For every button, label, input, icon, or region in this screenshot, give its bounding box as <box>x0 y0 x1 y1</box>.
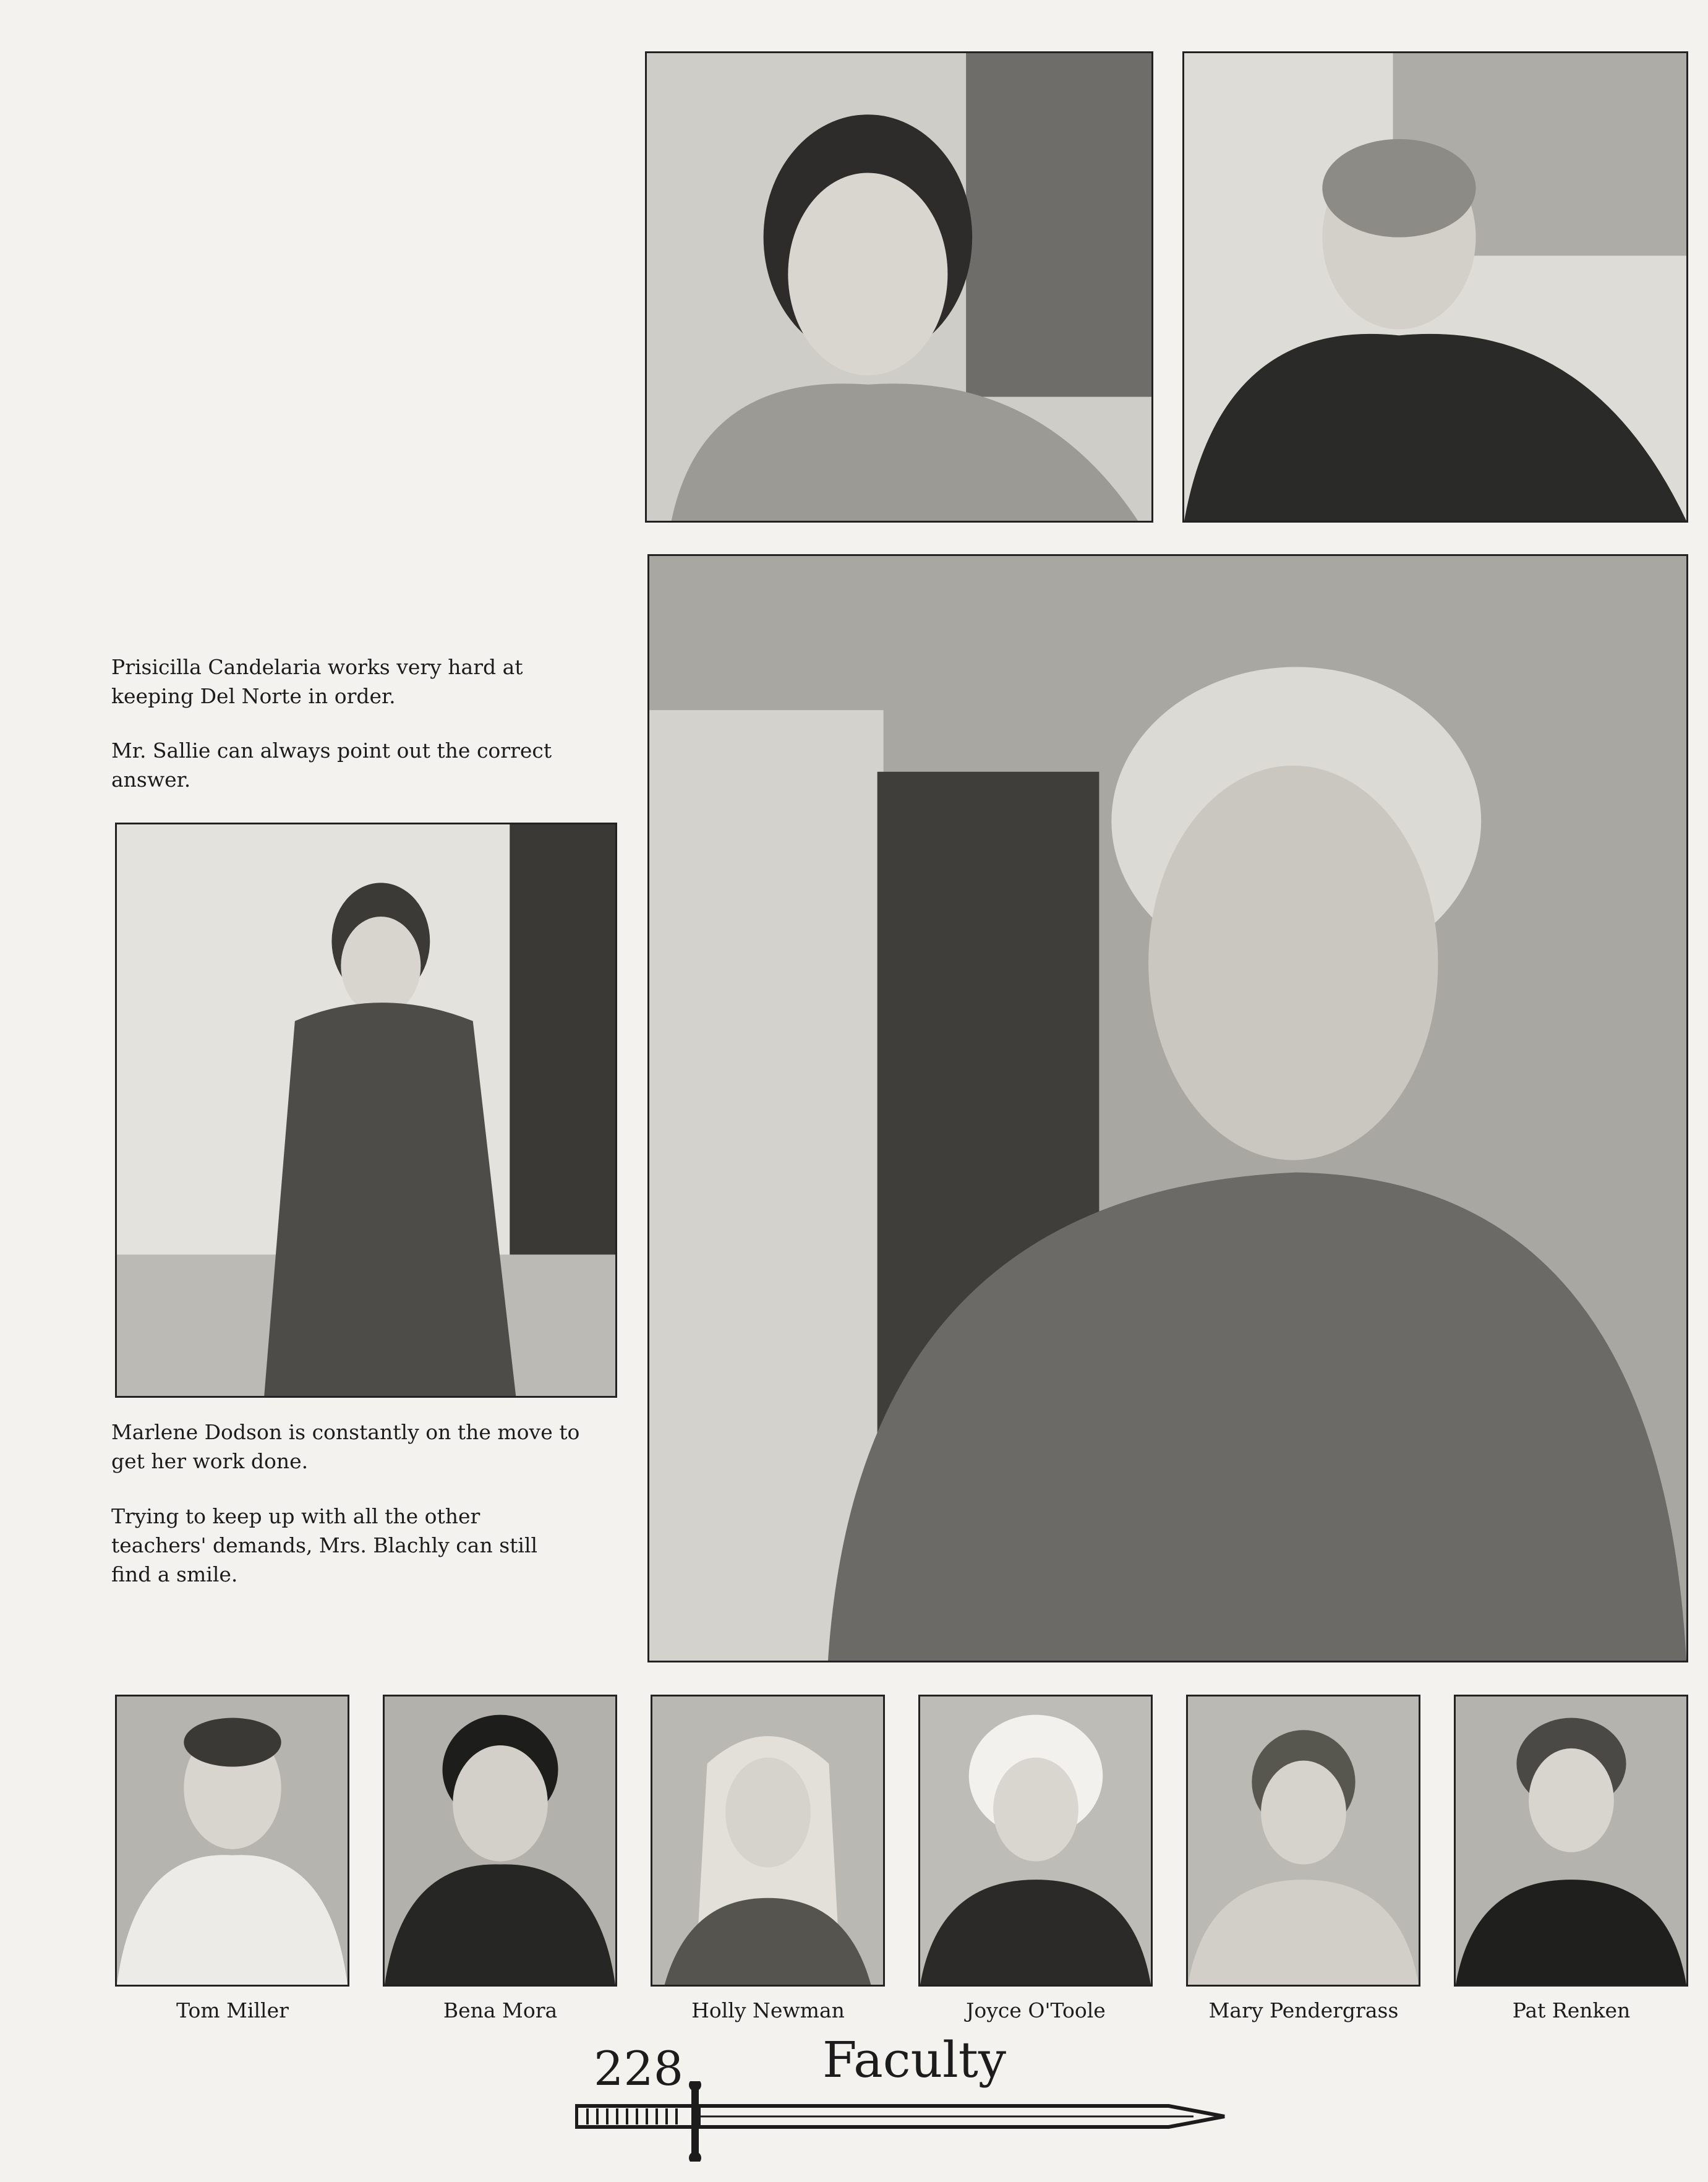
portrait-name: Mary Pendergrass <box>1208 1998 1399 2022</box>
person-silhouette <box>649 556 1686 1661</box>
portrait-holly-newman <box>651 1695 885 1987</box>
caption-sallie: Mr. Sallie can always point out the correct answer. <box>111 738 552 792</box>
sword-icon <box>575 2081 1231 2162</box>
page-number: 228 <box>594 2041 684 2096</box>
person-silhouette <box>652 1696 883 1985</box>
person-silhouette <box>1184 53 1686 521</box>
photo-mrs-blachly <box>647 554 1688 1662</box>
person-silhouette <box>647 53 1151 521</box>
caption-candelaria: Prisicilla Candelaria works very hard at keeping Del Norte in order. <box>111 655 523 708</box>
photo-mr-sallie <box>1182 51 1688 523</box>
person-silhouette <box>920 1696 1151 1985</box>
caption-blachly: Trying to keep up with all the other teachers' demands, Mrs. Blachly can still find a smile. <box>111 1504 538 1586</box>
photo-marlene-dodson <box>115 823 617 1398</box>
portrait-name: Bena Mora <box>443 1998 558 2022</box>
portrait-joyce-otoole <box>918 1695 1153 1987</box>
portrait-pat-renken <box>1454 1695 1688 1987</box>
photo-prisicilla-candelaria <box>645 51 1153 523</box>
portrait-tom-miller <box>115 1695 349 1987</box>
portrait-name: Tom Miller <box>176 1998 289 2022</box>
caption-dodson: Marlene Dodson is constantly on the move to get her work done. <box>111 1420 580 1473</box>
person-silhouette <box>117 1696 348 1985</box>
person-silhouette <box>1188 1696 1419 1985</box>
portrait-name: Pat Renken <box>1512 1998 1631 2022</box>
portrait-mary-pendergrass <box>1186 1695 1420 1987</box>
portrait-name: Holly Newman <box>691 1998 845 2022</box>
portrait-name: Joyce O'Toole <box>966 1998 1106 2022</box>
person-silhouette <box>1456 1696 1686 1985</box>
section-title: Faculty <box>822 2031 1007 2089</box>
person-silhouette <box>385 1696 615 1985</box>
portrait-bena-mora <box>383 1695 617 1987</box>
person-silhouette <box>117 824 615 1396</box>
